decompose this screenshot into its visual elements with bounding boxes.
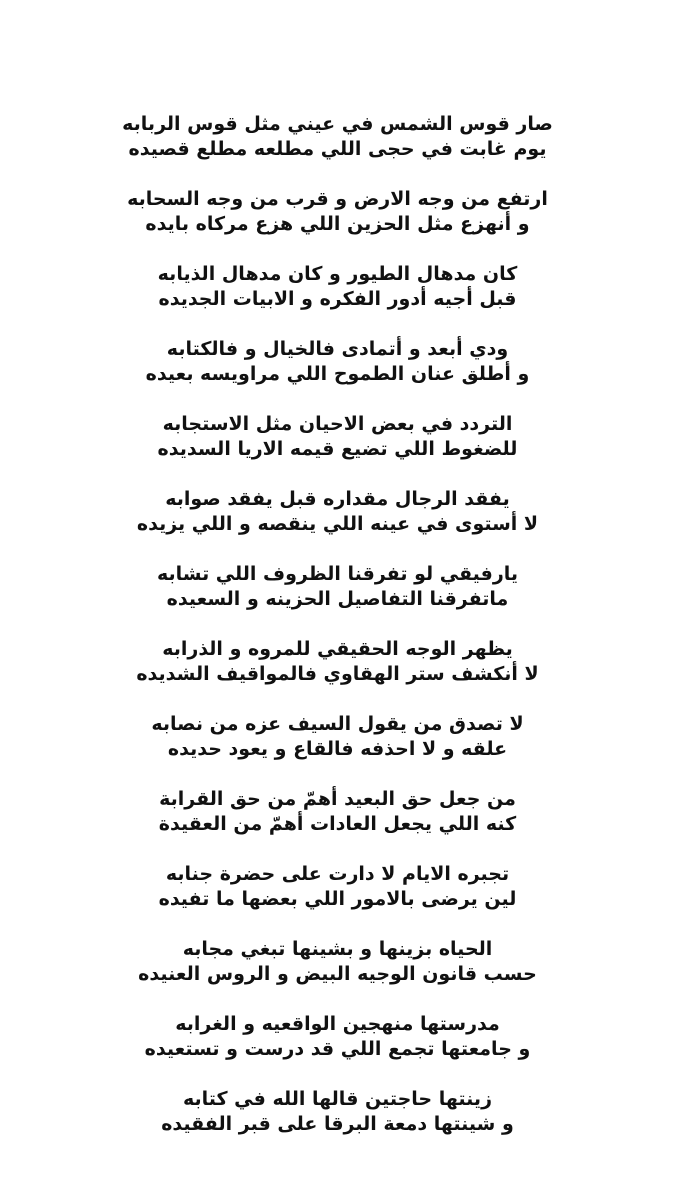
verse-line: قبل أجيه أدور الفكره و الابيات الجديده	[158, 288, 517, 310]
verse-line: لا أستوى في عينه اللي ينقصه و اللي يزيده	[136, 513, 539, 535]
stanza	[0, 937, 675, 1012]
verse-line: من جعل حق البعيد أهمّ من حق القرابة	[159, 788, 516, 810]
verse-line: يظهر الوجه الحقيقي للمروه و الذرابه	[162, 638, 513, 660]
verse-line: و شينتها دمعة البرقا على قبر الفقيده	[161, 1113, 514, 1135]
verse-line: و جامعتها تجمع اللي قد درست و تستعيده	[144, 1038, 531, 1060]
verse-line: كنه اللي يجعل العادات أهمّ من العقيدة	[158, 813, 517, 835]
verse-line: يوم غابت في حجى اللي مطلعه مطلع قصيده	[128, 138, 547, 160]
verse-line: زينتها حاجتين قالها الله في كتابه	[182, 1088, 493, 1110]
verse-line: ارتفع من وجه الارض و قرب من وجه السحابه	[127, 188, 548, 210]
verse-line: مدرستها منهجين الواقعيه و الغرابه	[175, 1013, 500, 1035]
verse-line: ودي أبعد و أتمادى فالخيال و فالكتابه	[166, 338, 509, 360]
stanza	[0, 112, 675, 187]
stanza	[0, 1012, 675, 1087]
verse-line: صار قوس الشمس في عيني مثل قوس الربابه	[122, 113, 553, 135]
stanza	[0, 787, 675, 862]
verse-line: لا تصدق من يقول السيف عزه من نصابه	[151, 713, 524, 735]
verse-line: التردد في بعض الاحيان مثل الاستجابه	[162, 413, 513, 435]
verse-line: يفقد الرجال مقداره قبل يفقد صوابه	[165, 488, 510, 510]
stanza	[0, 862, 675, 937]
verse-line: و أنهزع مثل الحزين اللي هزع مركاه بايده	[145, 213, 530, 235]
stanza	[0, 637, 675, 712]
verse-line: الحياه بزينها و بشينها تبغي مجابه	[182, 938, 493, 960]
verse-line: تجبره الايام لا دارت على حضرة جنابه	[165, 863, 510, 885]
stanza	[0, 412, 675, 487]
verse-line: للضغوط اللي تضيع قيمه الاريا السديده	[157, 438, 518, 460]
poem-text	[0, 112, 675, 1162]
verse-line: لا أنكشف ستر الهقاوي فالمواقيف الشديده	[136, 663, 539, 685]
verse-line: حسب قانون الوجيه البيض و الروس العنيده	[138, 963, 537, 985]
stanza	[0, 562, 675, 637]
verse-line: يارفيقي لو تفرقنا الظروف اللي تشابه	[156, 563, 519, 585]
stanza	[0, 712, 675, 787]
verse-line: كان مدهال الطيور و كان مدهال الذيابه	[157, 263, 518, 285]
stanza	[0, 187, 675, 262]
verse-line: لين يرضى بالامور اللي بعضها ما تفيده	[158, 888, 517, 910]
stanza	[0, 487, 675, 562]
stanza	[0, 337, 675, 412]
stanza	[0, 1087, 675, 1162]
verse-line: علقه و لا احذفه فالقاع و يعود حديده	[167, 738, 508, 760]
stanza	[0, 262, 675, 337]
verse-line: ماتفرقنا التفاصيل الحزينه و السعيده	[166, 588, 509, 610]
verse-line: و أطلق عنان الطموح اللي مراويسه بعيده	[145, 363, 530, 385]
